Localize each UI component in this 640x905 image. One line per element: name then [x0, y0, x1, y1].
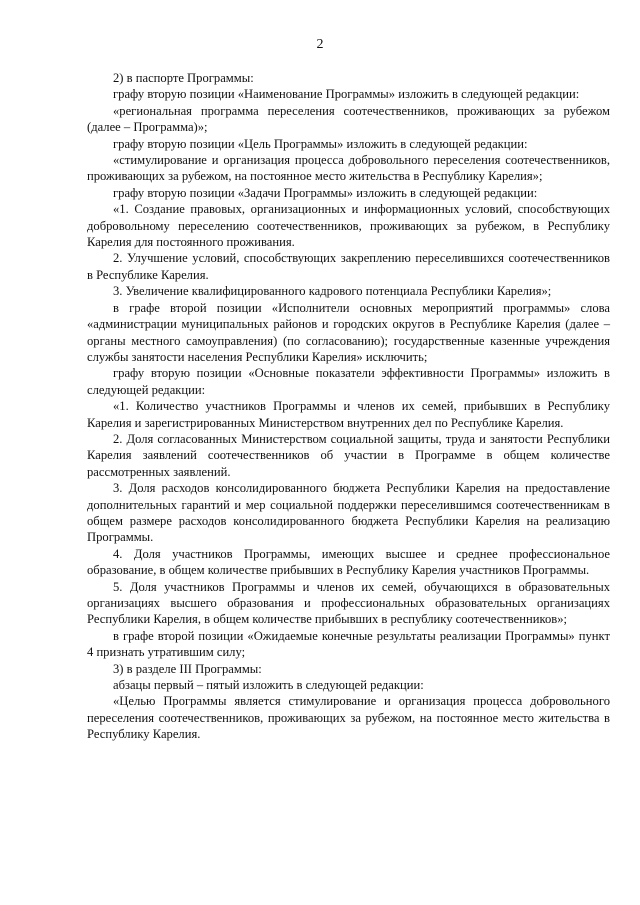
- paragraph: 4. Доля участников Программы, имеющих высшее и среднее профессиональное образование, в общем количестве прибывших в Республику Карелия участников Программы.: [87, 546, 610, 578]
- paragraph: 2. Улучшение условий, способствующих закреплению переселившихся соотечественников в Республике Карелия.: [87, 251, 610, 282]
- paragraph: графу вторую позиции «Основные показатели эффективности Программы» изложить в следующей редакции:: [87, 366, 610, 397]
- paragraph: 5. Доля участников Программы и членов их семей, обучающихся в образовательных организациях высшего образования и профессиональных образовательных организациях Республики Карелия, в общем количестве прибывших в республику соотечественников»;: [87, 579, 610, 627]
- paragraph: графу вторую позиции «Наименование Программы» изложить в следующей редакции:: [113, 87, 580, 102]
- paragraph: в графе второй позиции «Ожидаемые конечные результаты реализации Программы» пункт 4 признать утратившим силу;: [87, 628, 610, 660]
- document-body: [87, 70, 610, 743]
- paragraph: графу вторую позиции «Задачи Программы» изложить в следующей редакции:: [113, 185, 538, 200]
- paragraph: графу вторую позиции «Цель Программы» изложить в следующей редакции:: [113, 136, 528, 151]
- paragraph: 3. Доля расходов консолидированного бюджета Республики Карелия на предоставление дополнительных гарантий и мер социальной поддержки переселившимся соотечественникам в общем размере расходов консолидированного бюджета Республики Карелия на реализацию Программы.: [87, 481, 610, 545]
- paragraph: 2) в паспорте Программы:: [113, 71, 254, 85]
- paragraph: «1. Количество участников Программы и членов их семей, прибывших в Республику Карелия и зарегистрированных Министерством внутренних дел по Республике Карелия.: [87, 399, 610, 430]
- paragraph: «стимулирование и организация процесса добровольного переселения соотечественников, проживающих за рубежом, на постоянное место жительства в Республику Карелия»;: [87, 153, 610, 184]
- paragraph: «региональная программа переселения соотечественников, проживающих за рубежом (далее – Программа)»;: [87, 103, 610, 135]
- paragraph: абзацы первый – пятый изложить в следующей редакции:: [113, 678, 424, 693]
- paragraph: «Целью Программы является стимулирование и организация процесса добровольного переселения соотечественников, проживающих за рубежом, на постоянное место жительства в Республику Карелия.: [87, 694, 610, 742]
- paragraph: 2. Доля согласованных Министерством социальной защиты, труда и занятости Республики Карелия заявлений соотечественников об участии в Программе в общем количестве рассмотренных заявлений.: [87, 431, 610, 479]
- paragraph: «1. Создание правовых, организационных и информационных условий, способствующих добровольному переселению соотечественников, проживающих за рубежом, в Республику Карелия для постоянного проживания.: [87, 202, 610, 250]
- page-number: 2: [316, 37, 324, 52]
- paragraph: 3) в разделе III Программы:: [113, 661, 262, 676]
- paragraph: 3. Увеличение квалифицированного кадрового потенциала Республики Карелия»;: [113, 284, 552, 299]
- paragraph: в графе второй позиции «Исполнители основных мероприятий программы» слова «администрации муниципальных районов и городских округов в Республике Карелия (далее – органы местного самоуправления) (по согласованию); государственные казенные учреждения службы занятости населения Республики Карелия» исключить;: [87, 300, 610, 364]
